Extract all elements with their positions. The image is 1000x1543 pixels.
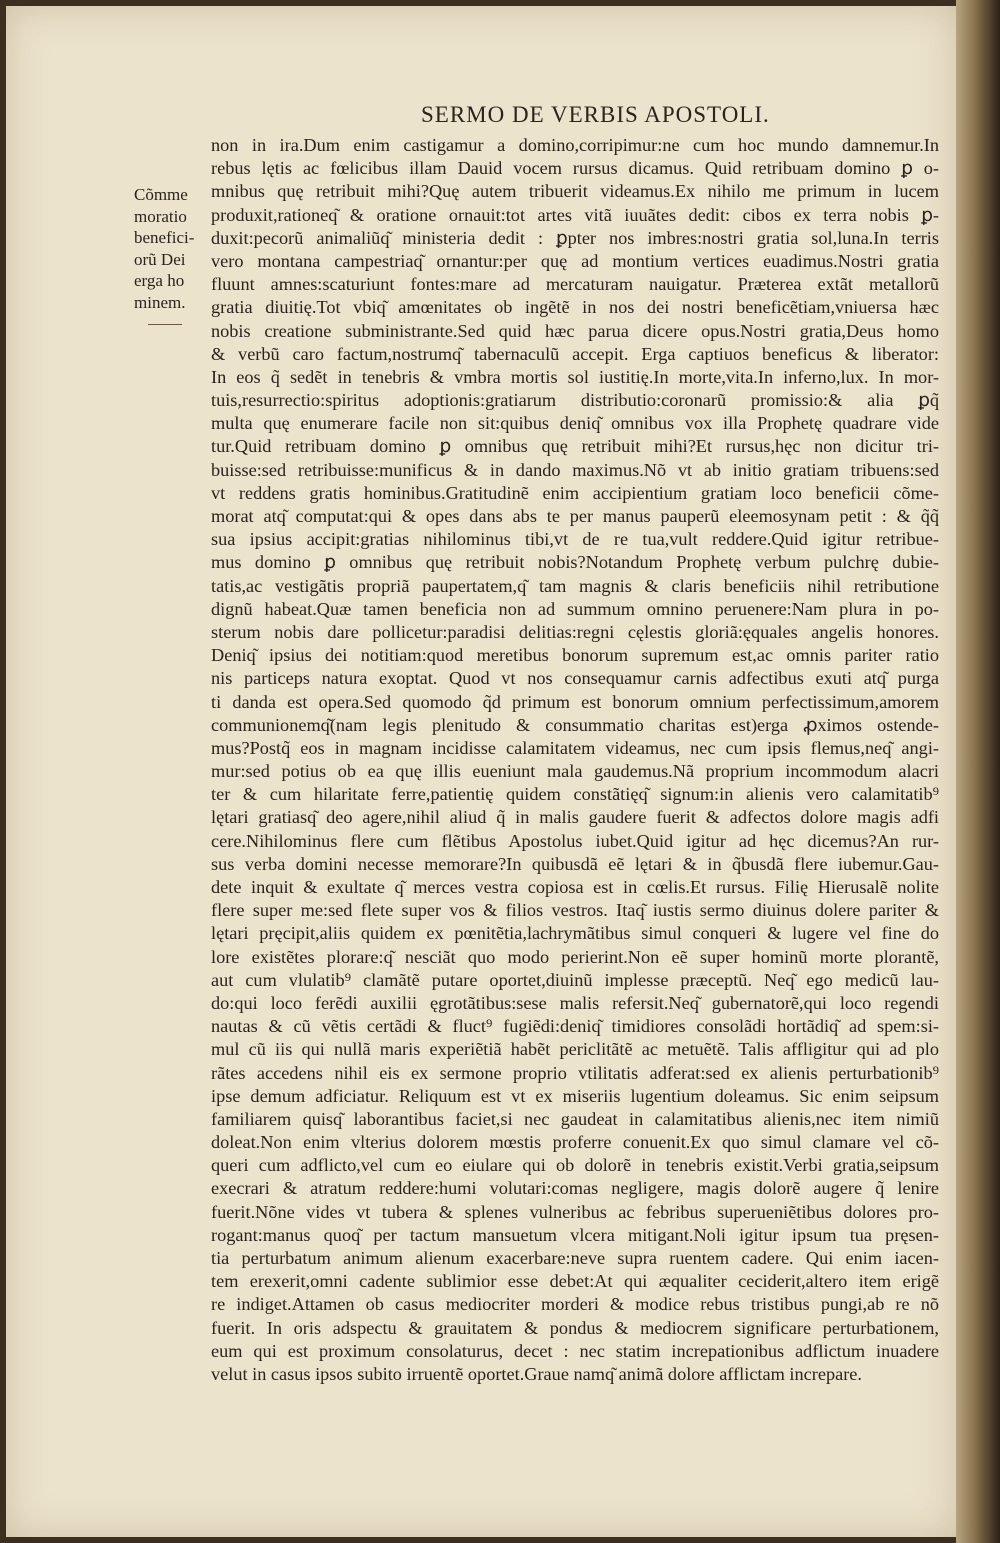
text-line: velut in casus ipsos subito irruentẽ oportet.Graue namq͂ animã dolore afflictam increpare.: [211, 1363, 862, 1384]
text-line: buisse:sed retribuisse:munificus & in dando maximus.Nõ vt ab initio gratiam tribuens:sed: [211, 459, 939, 480]
text-line: nautas & cũ vẽtis certãdi & fluct⁹ fugiẽdi:deniq͂ timidiores consolãdi hortãdiq͂ ad spem:si-: [211, 1016, 939, 1037]
text-line: tuis,resurrectio:spiritus adoptionis:gratiarum distributio:coronarũ promissio:& alia ꝑq̃: [211, 390, 939, 411]
text-line: ti danda est opera.Sed quomodo q̃d primum est bonorum omnium perfectissimum,amorem: [211, 691, 939, 712]
marginal-rule: [148, 324, 182, 325]
marginal-note-line: benefici-: [134, 228, 195, 247]
marginal-note: [134, 184, 212, 313]
text-line: eum qui est proximum consolaturus, decet : nec statim increpationibus adflictum inuadere: [211, 1340, 939, 1361]
text-line: duxit:pecorũ animaliũq͂ ministeria dedit : ꝑpter nos imbres:nostri gratia sol,luna.In terris: [211, 227, 939, 248]
text-line: sus verba domini necesse memorare?In quibusdã eẽ lętari & in q̃busdã flere iubemur.Gau-: [211, 853, 939, 874]
text-line: execrari & atratum reddere:humi volutari:comas negligere, magis dolorẽ augere q̃ lenire: [211, 1178, 939, 1199]
text-line: fuerit. In oris adspectu & grauitatem & pondus & mediocrem significare perturbationem,: [211, 1317, 939, 1338]
text-line: sterum nobis dare pollicetur:paradisi delitias:regni cęlestis gloriã:ęquales angelis honores.: [211, 621, 939, 642]
text-line: rogant:manus quoq͂ per tactum mansuetum vlcera mitigant.Noli igitur ipsum tua pręsen-: [211, 1224, 939, 1245]
text-line: dignũ habeat.Quæ tamen beneficia non ad summum omnino peruenere:Nam plura in po-: [211, 598, 939, 619]
body-text: [211, 134, 939, 1386]
text-line: tatis,ac vestigãtis propriã paupertatem,q͂ tam magnis & claris beneficiis nihil retributione: [211, 575, 939, 596]
text-line: rebus lętis ac fœlicibus illam Dauid vocem rursus dicamus. Quid retribuam domino ꝑ o-: [211, 158, 939, 179]
text-line: familiarem quisq͂ laborantibus faciet,si nec gaudeat in calamitatibus alienis,nec item nimiũ: [211, 1108, 939, 1129]
text-line: aut cum vlulatib⁹ clamãtẽ putare oportet,diuinũ implesse præceptũ. Neq͂ ego medicũ lau-: [211, 969, 939, 990]
text-line: morat atq͂ computat:qui & opes dans abs te per manus pauperũ eleemosynam petit : & q̃q̃: [211, 506, 939, 526]
text-line: sua ipsius accipit:gratias nihilominus tibi,vt de re tua,vult reddere.Quid igitur retribue-: [211, 529, 939, 550]
text-line: tur.Quid retribuam domino ꝑ omnibus quę retribuit mihi?Et rursus,hęc non dicitur tri-: [211, 436, 939, 457]
text-line: ipse demum adficiatur. Reliquum est vt ex miseriis lugentium doleamus. Sic enim seipsum: [211, 1085, 939, 1106]
text-line: vt reddens gratis hominibus.Gratitudinẽ enim accipientium gratiam loco beneficii cõme-: [211, 482, 939, 503]
text-line: communionemq͂(nam legis plenitudo & consummatio charitas est)erga ꝓximos ostende-: [211, 714, 939, 735]
book-gutter: [956, 0, 1000, 1543]
text-line: nis particeps natura exoptat. Quod vt nos consequamur carnis adfectibus exuti atq͂ purga: [211, 668, 939, 689]
marginal-note-line: erga ho: [134, 271, 185, 290]
text-line: Deniq͂ ipsius dei notitiam:quod meretibus bonorum supremum est,ac omnis pariter ratio: [211, 645, 939, 666]
marginal-note-line: moratio: [134, 206, 187, 226]
text-line: non in ira.Dum enim castigamur a domino,corripimur:ne cum hoc mundo damnemur.In: [211, 135, 939, 155]
text-line: lętari gratiasq͂ deo agere,nihil aliud q̃ in malis gaudere fuerit & adfectos dolore magis adfi: [211, 807, 939, 828]
text-line: tia perturbatum animum alienum exacerbare:neve supra ruentem cadere. Qui enim iacen-: [211, 1248, 939, 1268]
marginal-note-line: orũ Dei: [134, 249, 186, 269]
text-line: mnibus quę retribuit mihi?Quę autem tribuerit videamus.Ex nihilo me primum in lucem: [211, 181, 939, 202]
text-line: re indiget.Attamen ob casus mediocriter morderi & modice rebus tristibus pungi,ab re nõ: [211, 1294, 939, 1315]
text-line: nobis creatione subministrante.Sed quid hæc parua dicere opus.Nostri gratia,Deus homo: [211, 320, 939, 341]
text-line: lętari pręcipit,aliis quidem ex pœnitẽtia,lachrymãtibus simul conqueri & lugere vel fine do: [211, 923, 939, 944]
text-line: doleat.Non enim vlterius dolorem mœstis proferre conuenit.Ex quo simul clamare vel cõ-: [211, 1132, 939, 1153]
text-line: cere.Nihilominus flere cum flẽtibus Apostolus iubet.Quid igitur ad hęc dicemus?An rur-: [211, 830, 939, 851]
text-line: gratia diuitię.Tot vbiq͂ amœnitates ob ingẽtẽ in nos dei nostri beneficẽtiam,vniuersa hæc: [211, 297, 939, 318]
text-line: mul cũ iis qui nullã maris experiẽtiã habẽt periclitãtẽ ac metuẽtẽ. Talis affligitur qui ad plo: [211, 1039, 939, 1060]
text-line: rãtes accedens nihil eis ex sermone proprio vtilitatis adferat:sed ex alienis perturbationib⁹: [211, 1062, 939, 1083]
marginal-note-line: Cõmme: [134, 185, 188, 204]
text-line: mus domino ꝑ omnibus quę retribuit nobis?Notandum Prophetę verbum pulchrę dubie-: [211, 552, 939, 573]
text-line: In eos q̃ sedẽt in tenebris & vmbra mortis sol iustitię.In morte,vita.In inferno,lux. In mor-: [211, 366, 939, 387]
text-line: mur:sed potius ob ea quę illis eueniunt mala gaudemus.Nã proprium incommodum alacri: [211, 761, 939, 782]
text-line: tem erexerit,omni cadente sublimior esse debet:At qui æqualiter ceciderit,altero item erigẽ: [211, 1271, 939, 1292]
text-line: dete inquit & exultate q͂ merces vestra copiosa est in cœlis.Et rursus. Filię Hierusalẽ nolite: [211, 877, 939, 897]
text-line: queri cum adflicto,vel cum eo eiulare qui ob dolorẽ in tenebris existit.Verbi gratia,seipsum: [211, 1155, 939, 1176]
text-line: fuerit.Nõne vides vt tubera & splenes vulneribus ac febribus superueniẽtibus dolores pro-: [211, 1201, 939, 1222]
marginal-note-line: minem.: [134, 292, 186, 312]
book-page: [6, 6, 956, 1537]
text-line: vero montana campestriaq͂ ornantur:per quę ad montium vertices euadimus.Nostri gratia: [211, 250, 939, 271]
text-line: & verbũ caro factum,nostrumq͂ tabernaculũ accepit. Erga captiuos beneficus & liberator:: [211, 343, 939, 364]
text-line: fluunt amnes:scaturiunt fontes:mare ad mercaturam nauigatur. Præterea extãt metallorũ: [211, 274, 939, 295]
text-line: mus?Postq̃ eos in magnam incidisse calamitatem videamus, nec cum ipsis flemus,neq͂ angi-: [211, 737, 939, 758]
text-line: do:qui loco ferẽdi auxilii ęgrotãtibus:sese malis refersit.Neq͂ gubernatorẽ,qui loco regendi: [211, 992, 939, 1013]
text-line: flere super me:sed flete super vos & filios vestros. Itaq͂ iustis sermo diuinus dolere pariter &: [211, 900, 939, 921]
running-header: SERMO DE VERBIS APOSTOLI.: [421, 102, 770, 127]
text-line: ter & cum hilaritate ferre,patientię quidem constãtięq͂ signum:in alienis vero calamitatib⁹: [211, 784, 939, 805]
text-line: multa quę enumerare facile non sit:quibus deniq͂ omnibus vox illa Prophetę quadrare vide: [211, 413, 939, 434]
text-line: produxit,rationeq͂ & oratione ornauit:tot artes vitã iuuãtes dedit: cibos ex terra nobis ꝑ-: [211, 204, 939, 225]
text-line: lore existẽtes plorare:q͂ nesciãt quo modo perierint.Non eẽ super hominũ morte plorantẽ,: [211, 946, 939, 967]
